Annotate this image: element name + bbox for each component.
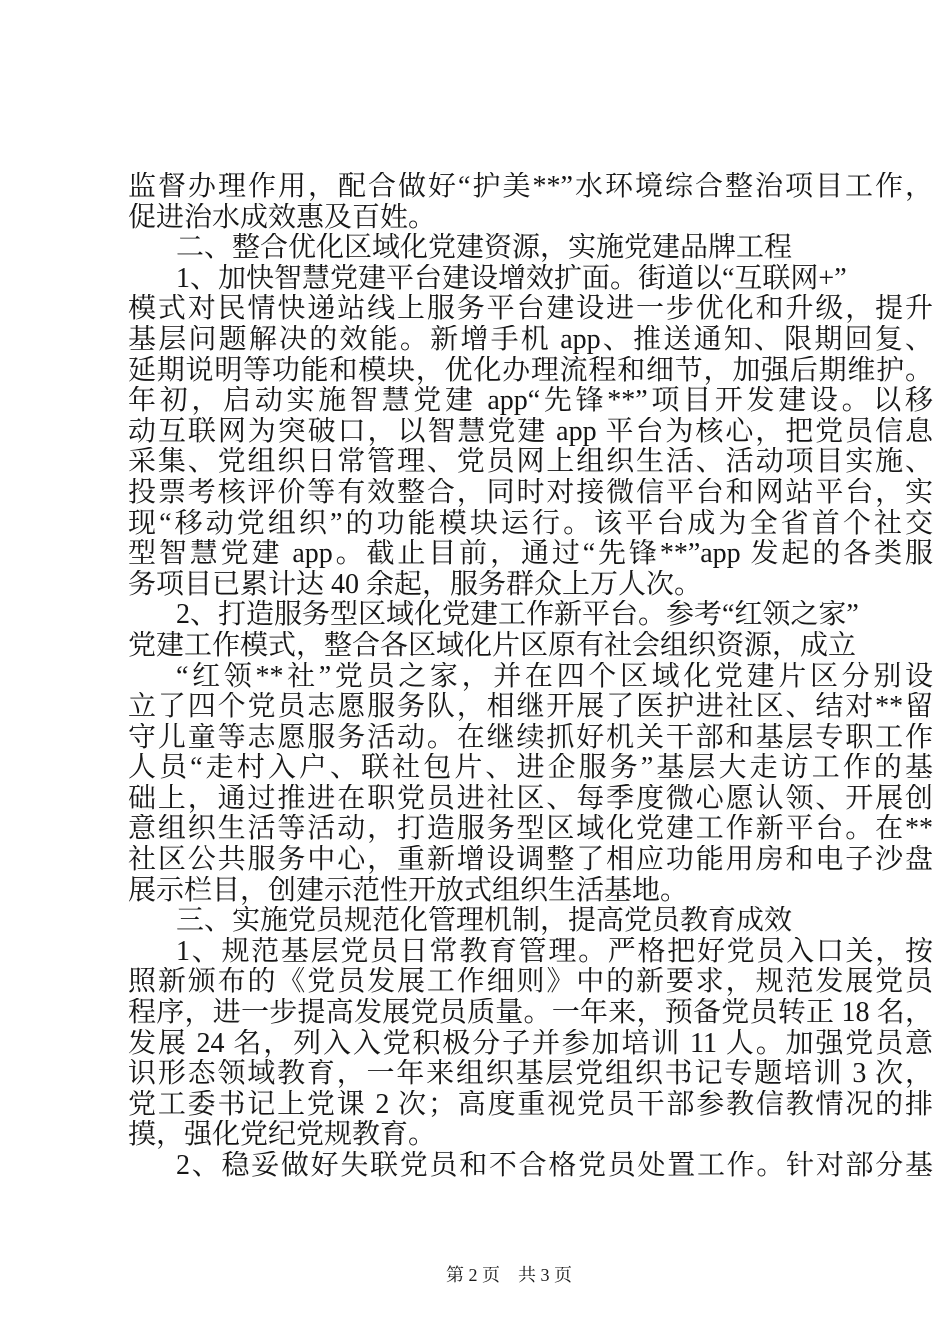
text-line: 党工委书记上党课 2 次；高度重视党员干部参教信教情况的排 bbox=[128, 1089, 933, 1120]
text-line: 模式对民情快递站线上服务平台建设进一步优化和升级，提升 bbox=[128, 294, 933, 325]
text-line: 动互联网为突破口，以智慧党建 app 平台为核心，把党员信息 bbox=[128, 416, 933, 447]
text-line: 守儿童等志愿服务活动。在继续抓好机关干部和基层专职工作 bbox=[128, 722, 933, 753]
text-line: 1、加快智慧党建平台建设增效扩面。街道以“互联网+” bbox=[176, 263, 847, 294]
text-line: 发展 24 名，列入入党积极分子并参加培训 11 人。加强党员意 bbox=[128, 1028, 933, 1059]
text-line: 延期说明等功能和模块，优化办理流程和细节，加强后期维护。 bbox=[128, 355, 933, 386]
text-line: 展示栏目，创建示范性开放式组织生活基地。 bbox=[128, 875, 689, 906]
text-line: 础上，通过推进在职党员进社区、每季度微心愿认领、开展创 bbox=[128, 783, 933, 814]
text-line: 监督办理作用，配合做好“护美**”水环境综合整治项目工作， bbox=[128, 172, 933, 202]
text-line: 基层问题解决的效能。新增手机 app、推送通知、限期回复、 bbox=[128, 324, 933, 355]
section-heading: 三、实施党员规范化管理机制，提高党员教育成效 bbox=[176, 906, 793, 937]
text-line: 人员“走村入户、联社包片、进企服务”基层大走访工作的基 bbox=[128, 753, 933, 784]
text-line: 促进治水成效惠及百姓。 bbox=[128, 202, 437, 233]
text-line: “红领**社”党员之家，并在四个区域化党建片区分别设 bbox=[176, 661, 933, 692]
text-line: 摸，强化党纪党规教育。 bbox=[128, 1120, 437, 1151]
section-heading: 二、整合优化区域化党建资源，实施党建品牌工程 bbox=[176, 233, 793, 264]
text-line: 党建工作模式，整合各区域化片区原有社会组织资源，成立 bbox=[128, 630, 857, 661]
text-line: 型智慧党建 app。截止目前，通过“先锋**”app 发起的各类服 bbox=[128, 539, 933, 570]
page-number-label: 第 2 页 共 3 页 bbox=[446, 1265, 572, 1285]
text-line: 照新颁布的《党员发展工作细则》中的新要求，规范发展党员 bbox=[128, 967, 933, 998]
text-line: 务项目已累计达 40 余起，服务群众上万人次。 bbox=[128, 569, 703, 600]
text-line: 2、稳妥做好失联党员和不合格党员处置工作。针对部分基 bbox=[176, 1151, 933, 1181]
text-line: 2、打造服务型区域化党建工作新平台。参考“红领之家” bbox=[176, 600, 859, 631]
text-line: 年初，启动实施智慧党建 app“先锋**”项目开发建设。以移 bbox=[128, 386, 933, 417]
text-line: 程序，进一步提高发展党员质量。一年来，预备党员转正 18 名， bbox=[128, 998, 933, 1029]
text-line: 意组织生活等活动，打造服务型区域化党建工作新平台。在** bbox=[128, 814, 933, 845]
text-line: 现“移动党组织”的功能模块运行。该平台成为全省首个社交 bbox=[128, 508, 933, 539]
text-line: 1、规范基层党员日常教育管理。严格把好党员入口关，按 bbox=[176, 936, 933, 967]
text-line: 社区公共服务中心，重新增设调整了相应功能用房和电子沙盘 bbox=[128, 845, 933, 876]
page-footer bbox=[50, 1242, 950, 1308]
text-line: 采集、党组织日常管理、党员网上组织生活、活动项目实施、 bbox=[128, 447, 933, 478]
document-body bbox=[128, 172, 933, 1182]
text-line: 投票考核评价等有效整合，同时对接微信平台和网站平台，实 bbox=[128, 477, 933, 508]
text-line: 立了四个党员志愿服务队，相继开展了医护进社区、结对**留 bbox=[128, 692, 933, 723]
text-line: 识形态领域教育，一年来组织基层党组织书记专题培训 3 次， bbox=[128, 1059, 933, 1090]
